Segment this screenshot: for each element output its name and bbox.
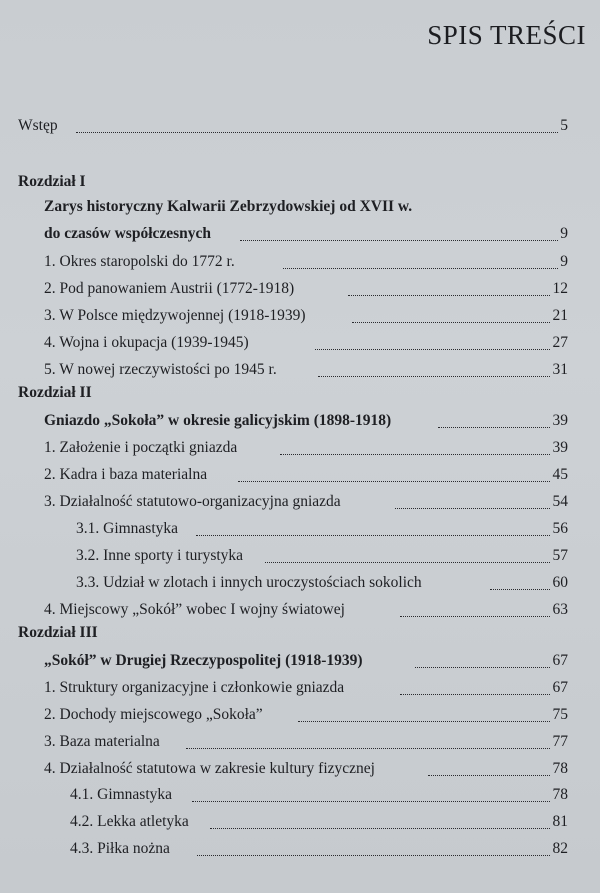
dot-leader: [400, 672, 550, 695]
toc-entry: [0, 359, 600, 381]
dot-leader: [348, 273, 550, 296]
toc-entry-page: 45: [552, 466, 568, 483]
toc-entry: [0, 332, 600, 354]
toc-entry: [0, 599, 600, 621]
chapter-heading: Rozdział II: [18, 384, 92, 401]
dot-leader: [315, 327, 550, 350]
toc-entry-text: 4.2. Lekka atletyka: [70, 813, 189, 830]
toc-entry-page: 82: [552, 840, 568, 857]
toc-entry: [0, 410, 600, 432]
toc-entry-page: 31: [552, 361, 568, 378]
toc-entry: [0, 572, 600, 594]
dot-leader: [197, 833, 550, 856]
toc-entry-page: 63: [552, 601, 568, 618]
toc-entry-text: Gniazdo „Sokoła” w okresie galicyjskim (1898-1918): [44, 412, 392, 429]
toc-entry-text: 4. Działalność statutowa w zakresie kultury fizycznej: [44, 760, 375, 777]
dot-leader: [280, 432, 550, 455]
toc-entry-page: 21: [552, 307, 568, 324]
toc-entry: [0, 784, 600, 806]
toc-entry-page: 12: [552, 280, 568, 297]
toc-entry-page: 75: [552, 706, 568, 723]
dot-leader: [283, 246, 558, 269]
toc-entry: [0, 731, 600, 753]
toc-entry: [0, 758, 600, 780]
chapter-title: Zarys historyczny Kalwarii Zebrzydowskiej od XVII w.: [44, 198, 413, 215]
toc-entry-page: 39: [552, 439, 568, 456]
toc-entry: [0, 811, 600, 833]
toc-entry-text: 1. Struktury organizacyjne i członkowie gniazda: [44, 679, 345, 696]
toc-entry-text: 1. Okres staropolski do 1772 r.: [44, 253, 235, 270]
dot-leader: [318, 354, 550, 377]
toc-entry-page: 57: [552, 547, 568, 564]
toc-entry-page: 77: [552, 733, 568, 750]
dot-leader: [186, 726, 550, 749]
dot-leader: [210, 806, 550, 829]
toc-entry: [0, 464, 600, 486]
toc-entry-page: 67: [552, 652, 568, 669]
toc-entry-page: 56: [552, 520, 568, 537]
toc-entry-page: 39: [552, 412, 568, 429]
dot-leader: [192, 779, 550, 802]
toc-entry-text: 4.1. Gimnastyka: [70, 786, 173, 803]
toc-entry-text: 2. Pod panowaniem Austrii (1772-1918): [44, 280, 295, 297]
toc-entry-page: 81: [552, 813, 568, 830]
toc-entry-text: 4. Wojna i okupacja (1939-1945): [44, 334, 249, 351]
toc-entry: [0, 838, 600, 860]
toc-entry-page: 78: [552, 760, 568, 777]
dot-leader: [298, 699, 550, 722]
dot-leader: [240, 218, 558, 241]
toc-entry-text: 3.2. Inne sporty i turystyka: [76, 547, 244, 564]
toc-entry-text: 2. Dochody miejscowego „Sokoła”: [44, 706, 263, 723]
dot-leader: [76, 110, 558, 133]
toc-entry-text: „Sokół” w Drugiej Rzeczypospolitej (1918-1939): [44, 652, 363, 669]
dot-leader: [196, 513, 550, 536]
toc-entry-text: 2. Kadra i baza materialna: [44, 466, 208, 483]
toc-entry: [0, 278, 600, 300]
chapter-heading: Rozdział I: [18, 173, 86, 190]
toc-entry-text: 3.3. Udział w zlotach i innych uroczystościach sokolich: [76, 574, 422, 591]
toc-entry: [0, 491, 600, 513]
page-title: SPIS TREŚCI: [427, 20, 586, 50]
dot-leader: [395, 486, 550, 509]
toc-entry: [0, 437, 600, 459]
toc-entry-page: 9: [560, 253, 568, 270]
toc-entry-text: 3. Baza materialna: [44, 733, 160, 750]
toc-entry: [0, 223, 600, 245]
toc-entry: [0, 518, 600, 540]
toc-entry-page: 78: [552, 786, 568, 803]
toc-entry: [0, 650, 600, 672]
dot-leader: [352, 300, 550, 323]
toc-entry-page: 60: [552, 574, 568, 591]
dot-leader: [400, 594, 550, 617]
toc-entry-page: 9: [560, 225, 568, 242]
dot-leader: [238, 459, 550, 482]
chapter-heading: Rozdział III: [18, 624, 98, 641]
toc-entry-page: 67: [552, 679, 568, 696]
toc-entry: [0, 115, 600, 137]
toc-entry-text: do czasów współczesnych: [44, 225, 212, 242]
toc-entry-page: 54: [552, 493, 568, 510]
toc-entry-page: 5: [560, 117, 568, 134]
dot-leader: [415, 645, 550, 668]
toc-entry-text: Wstęp: [18, 117, 58, 134]
toc-entry: [0, 677, 600, 699]
toc-entry-text: 3. Działalność statutowo-organizacyjna gniazda: [44, 493, 341, 510]
toc-entry-text: 4.3. Piłka nożna: [70, 840, 170, 857]
toc-entry-text: 3. W Polsce międzywojennej (1918-1939): [44, 307, 306, 324]
toc-entry: [0, 251, 600, 273]
toc-entry-text: 5. W nowej rzeczywistości po 1945 r.: [44, 361, 277, 378]
toc-entry-text: 3.1. Gimnastyka: [76, 520, 179, 537]
toc-entry: [0, 545, 600, 567]
toc-entry: [0, 704, 600, 726]
toc-entry-page: 27: [552, 334, 568, 351]
toc-entry-text: 1. Założenie i początki gniazda: [44, 439, 238, 456]
toc-entry: [0, 305, 600, 327]
dot-leader: [265, 540, 550, 563]
toc-entry-text: 4. Miejscowy „Sokół” wobec I wojny światowej: [44, 601, 345, 618]
